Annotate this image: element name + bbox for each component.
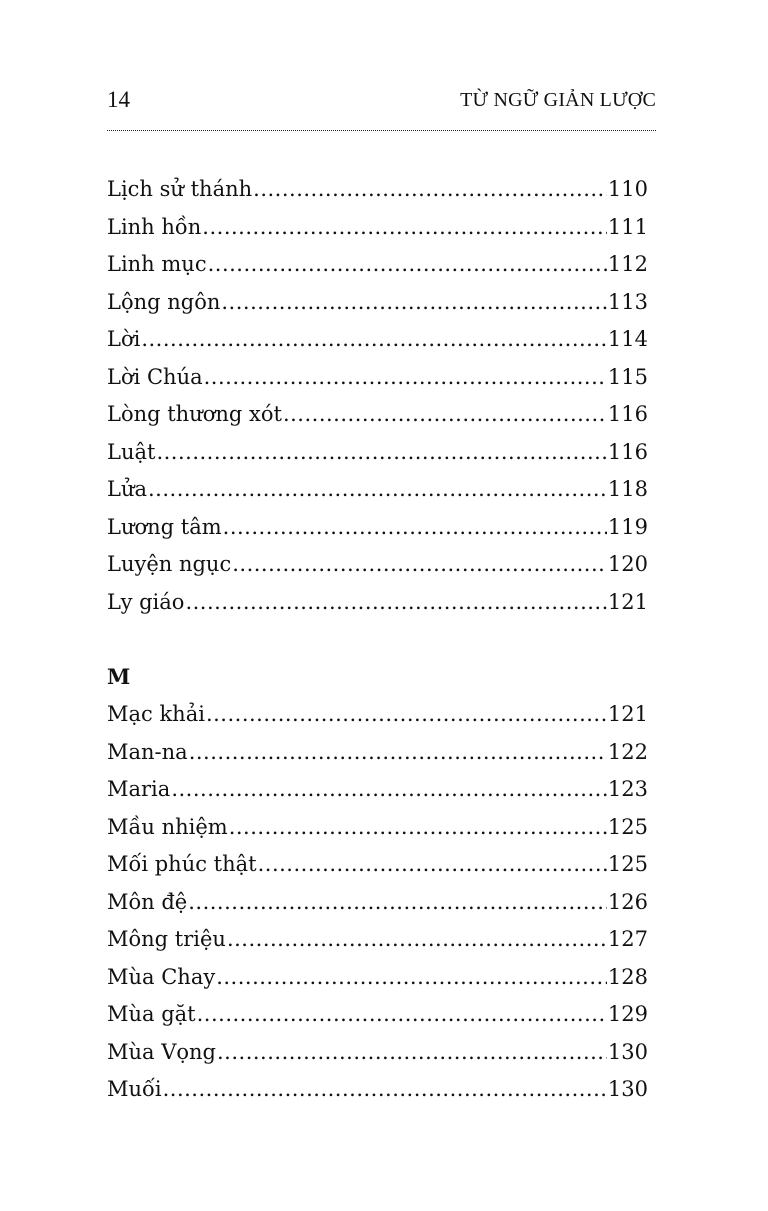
toc-entry-page-number: 125 xyxy=(607,814,648,839)
toc-entry-term: Ly giáo xyxy=(107,589,185,614)
dot-leader xyxy=(227,922,607,956)
section-heading-m: M xyxy=(107,664,131,689)
header-dotted-rule xyxy=(107,130,656,131)
toc-entry-term: Mạc khải xyxy=(107,702,205,726)
toc-entry xyxy=(107,172,648,210)
toc-entry-page-number: 129 xyxy=(607,1002,648,1026)
dot-leader xyxy=(156,435,606,469)
dot-leader xyxy=(171,772,607,806)
toc-entry-term: Lời xyxy=(107,327,141,351)
toc-entry xyxy=(107,960,648,998)
toc-list-l xyxy=(107,172,648,622)
toc-entry-page-number: 111 xyxy=(607,214,648,239)
toc-entry xyxy=(107,210,648,248)
toc-entry-page-number: 119 xyxy=(607,514,648,539)
toc-entry-term: Linh hồn xyxy=(107,214,202,239)
toc-entry xyxy=(107,697,648,735)
toc-entry-term: Mùa gặt xyxy=(107,1002,196,1026)
toc-entry xyxy=(107,810,648,848)
toc-entry-term: Luyện ngục xyxy=(107,552,232,576)
dot-leader xyxy=(197,997,607,1031)
running-title: TỪ NGỮ GIẢN LƯỢC xyxy=(460,89,656,111)
dot-leader xyxy=(206,697,607,731)
toc-entry xyxy=(107,1035,648,1073)
dot-leader xyxy=(185,585,606,619)
toc-entry-term: Mông triệu xyxy=(107,927,226,951)
toc-entry-page-number: 121 xyxy=(607,702,648,726)
dot-leader xyxy=(216,960,607,994)
toc-entry-term: Môn đệ xyxy=(107,889,188,914)
dot-leader xyxy=(223,510,607,544)
toc-entry-term: Man-na xyxy=(107,739,188,764)
toc-entry-term: Muối xyxy=(107,1077,162,1101)
toc-entry-term: Lời Chúa xyxy=(107,364,203,389)
dot-leader xyxy=(229,810,607,844)
toc-entry xyxy=(107,472,648,510)
toc-entry-term: Mối phúc thật xyxy=(107,852,257,876)
dot-leader xyxy=(283,397,607,431)
dot-leader xyxy=(163,1072,607,1106)
toc-entry xyxy=(107,772,648,810)
toc-entry-term: Luật xyxy=(107,439,156,464)
page-number: 14 xyxy=(107,87,130,112)
toc-entry-page-number: 118 xyxy=(607,477,648,501)
toc-entry xyxy=(107,510,648,548)
dot-leader xyxy=(221,285,607,319)
toc-entry-page-number: 121 xyxy=(607,589,648,614)
toc-entry-page-number: 120 xyxy=(607,552,648,576)
dot-leader xyxy=(188,885,607,919)
toc-entry-term: Lương tâm xyxy=(107,514,222,539)
dot-leader xyxy=(148,472,607,506)
toc-entry-page-number: 113 xyxy=(607,289,648,314)
toc-entry-term: Mùa Vọng xyxy=(107,1039,216,1064)
toc-entry xyxy=(107,435,648,473)
toc-entry-page-number: 130 xyxy=(607,1077,648,1101)
toc-entry xyxy=(107,360,648,398)
toc-entry xyxy=(107,397,648,435)
dot-leader xyxy=(258,847,607,881)
dot-leader xyxy=(189,735,607,769)
dot-leader xyxy=(204,360,607,394)
dot-leader xyxy=(253,172,607,206)
toc-entry xyxy=(107,847,648,885)
toc-entry-page-number: 125 xyxy=(607,852,648,876)
toc-entry-page-number: 112 xyxy=(607,252,648,276)
page-header xyxy=(107,86,656,116)
toc-entry-term: Lịch sử thánh xyxy=(107,177,253,201)
toc-entry-page-number: 123 xyxy=(607,777,648,801)
toc-entry-term: Lửa xyxy=(107,477,147,501)
toc-entry xyxy=(107,885,648,923)
dot-leader xyxy=(232,547,607,581)
dot-leader xyxy=(208,247,607,281)
toc-entry xyxy=(107,735,648,773)
toc-entry xyxy=(107,285,648,323)
toc-list-m xyxy=(107,697,648,1110)
toc-entry xyxy=(107,922,648,960)
toc-entry-page-number: 116 xyxy=(607,402,648,426)
toc-entry-page-number: 116 xyxy=(607,439,648,464)
toc-entry-page-number: 130 xyxy=(607,1039,648,1064)
toc-entry-term: Mầu nhiệm xyxy=(107,814,228,839)
toc-entry-term: Maria xyxy=(107,777,171,801)
toc-entry-term: Linh mục xyxy=(107,252,207,276)
dot-leader xyxy=(202,210,607,244)
toc-entry-term: Mùa Chay xyxy=(107,964,216,989)
toc-entry xyxy=(107,547,648,585)
toc-entry-page-number: 115 xyxy=(607,364,648,389)
toc-entry-term: Lòng thương xót xyxy=(107,402,282,426)
dot-leader xyxy=(141,322,607,356)
toc-entry xyxy=(107,247,648,285)
toc-entry-page-number: 114 xyxy=(607,327,648,351)
toc-entry xyxy=(107,997,648,1035)
toc-entry xyxy=(107,322,648,360)
toc-entry-term: Lộng ngôn xyxy=(107,289,221,314)
toc-entry-page-number: 126 xyxy=(607,889,648,914)
toc-entry-page-number: 127 xyxy=(607,927,648,951)
toc-entry-page-number: 122 xyxy=(607,739,648,764)
toc-entry xyxy=(107,585,648,623)
toc-entry-page-number: 128 xyxy=(607,964,648,989)
toc-entry-page-number: 110 xyxy=(607,177,648,201)
dot-leader xyxy=(217,1035,607,1069)
toc-entry xyxy=(107,1072,648,1110)
